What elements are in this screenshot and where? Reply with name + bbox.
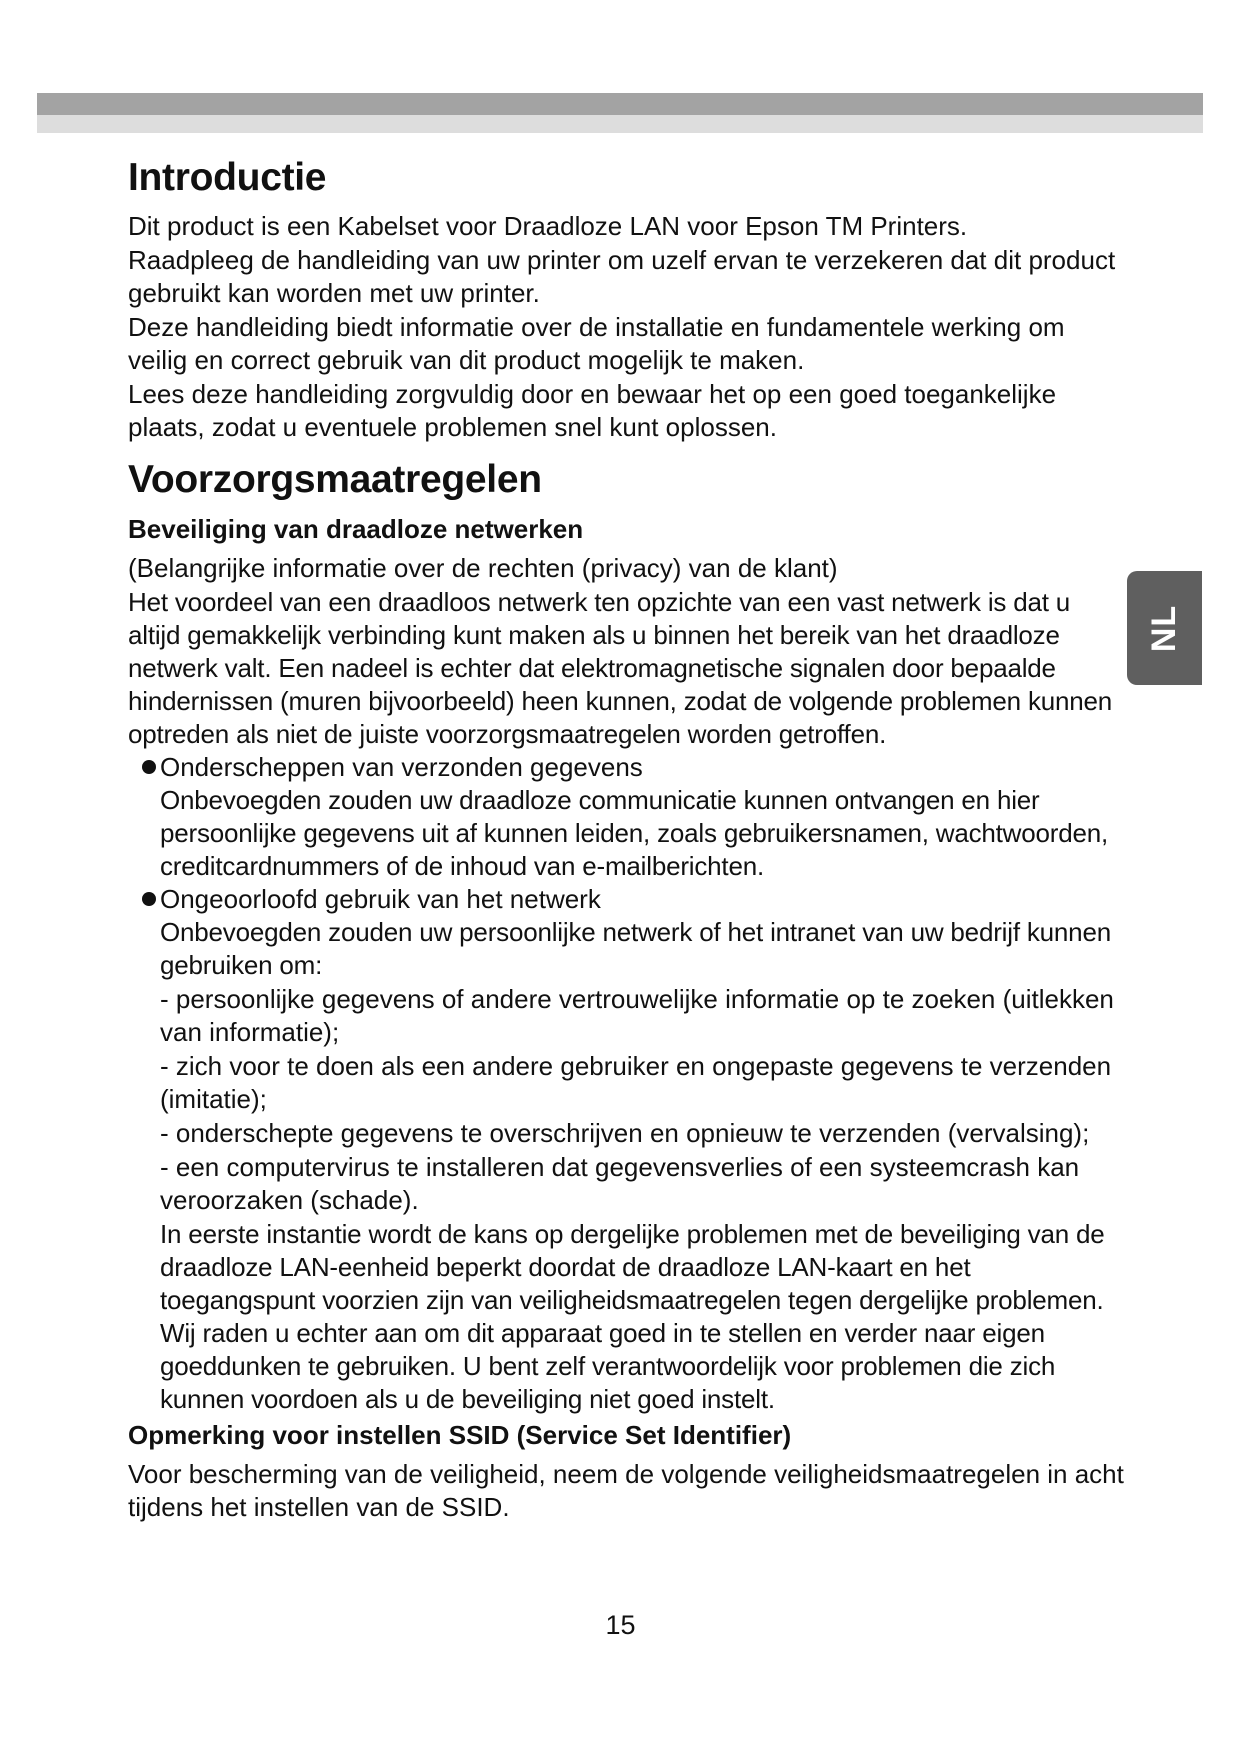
precautions-title: Voorzorgsmaatregelen [128, 458, 542, 501]
intro-paragraph: Lees deze handleiding zorgvuldig door en bewaar het op een goed toegankelijke plaats, zodat u eventuele problemen snel kunt oplossen. [128, 379, 1057, 442]
header-bar-light [37, 115, 1203, 133]
language-tab [1127, 571, 1202, 685]
sub-item: - persoonlijke gegevens of andere vertrouwelijke informatie op te zoeken (uitlekken van informatie); [160, 984, 1114, 1047]
sub-item: - onderschepte gegevens te overschrijven en opnieuw te verzenden (vervalsing); [160, 1118, 1090, 1148]
intro-paragraph: Dit product is een Kabelset voor Draadloze LAN voor Epson TM Printers. [128, 211, 968, 241]
intro-paragraph: Raadpleeg de handleiding van uw printer om uzelf ervan te verzekeren dat dit product gebruikt kan worden met uw printer. [128, 245, 1116, 308]
page-content [128, 152, 1128, 1524]
bullet-dot-icon [142, 760, 156, 774]
ssid-note-heading: Opmerking voor instellen SSID (Service Set Identifier) [128, 1420, 792, 1450]
wireless-security-paragraph: Het voordeel van een draadloos netwerk ten opzichte van een vast netwerk is dat u altijd gemakkelijk verbinding kunt maken als u binnen het bereik van het draadloze netwerk valt. Een nadeel is echter dat elektromagnetische signalen door bepaalde hindernissen (muren bijvoorbeeld) heen kunnen, zodat de volgende problemen kunnen optreden als niet de juiste voorzorgsmaatregelen worden getroffen. [128, 587, 1113, 749]
bullet-item [128, 883, 1128, 916]
wireless-security-paragraph: (Belangrijke informatie over de rechten (privacy) van de klant) [128, 553, 838, 583]
bullet-text: Onbevoegden zouden uw draadloze communicatie kunnen ontvangen en hier persoonlijke gegevens uit af kunnen leiden, zoals gebruikersnamen, wachtwoorden, creditcardnummers of de inhoud van e-mailberichten. [160, 785, 1109, 881]
sub-item: - zich voor te doen als een andere gebruiker en ongepaste gegevens te verzenden (imitatie); [160, 1051, 1112, 1114]
header-bar [37, 93, 1203, 133]
bullet-title: Onderscheppen van verzonden gegevens [160, 752, 643, 782]
wireless-security-heading: Beveiliging van draadloze netwerken [128, 514, 584, 544]
bullet-title: Ongeoorloofd gebruik van het netwerk [160, 884, 601, 914]
language-tab-label: NL [1144, 604, 1183, 652]
header-bar-dark [37, 93, 1203, 115]
bullet-item [128, 751, 1128, 784]
sub-item: - een computervirus te installeren dat gegevensverlies of een systeemcrash kan veroorzaken (schade). [160, 1152, 1080, 1215]
bullet-closing-text: In eerste instantie wordt de kans op dergelijke problemen met de beveiliging van de draadloze LAN-eenheid beperkt doordat de draadloze LAN-kaart en het toegangspunt voorzien zijn van veiligheidsmaatregelen tegen dergelijke problemen. Wij raden u echter aan om dit apparaat goed in te stellen en verder naar eigen goeddunken te gebruiken. U bent zelf verantwoordelijk voor problemen die zich kunnen voordoen als u de beveiliging niet goed instelt. [160, 1219, 1105, 1414]
intro-paragraph: Deze handleiding biedt informatie over de installatie en fundamentele werking om veilig en correct gebruik van dit product mogelijk te maken. [128, 312, 1065, 375]
intro-title: Introductie [128, 156, 327, 199]
page-number: 15 [605, 1610, 636, 1640]
bullet-text: Onbevoegden zouden uw persoonlijke netwerk of het intranet van uw bedrijf kunnen gebruiken om: [160, 917, 1111, 980]
bullet-dot-icon [142, 892, 156, 906]
ssid-note-text: Voor bescherming van de veiligheid, neem de volgende veiligheidsmaatregelen in acht tijdens het instellen van de SSID. [128, 1459, 1124, 1522]
